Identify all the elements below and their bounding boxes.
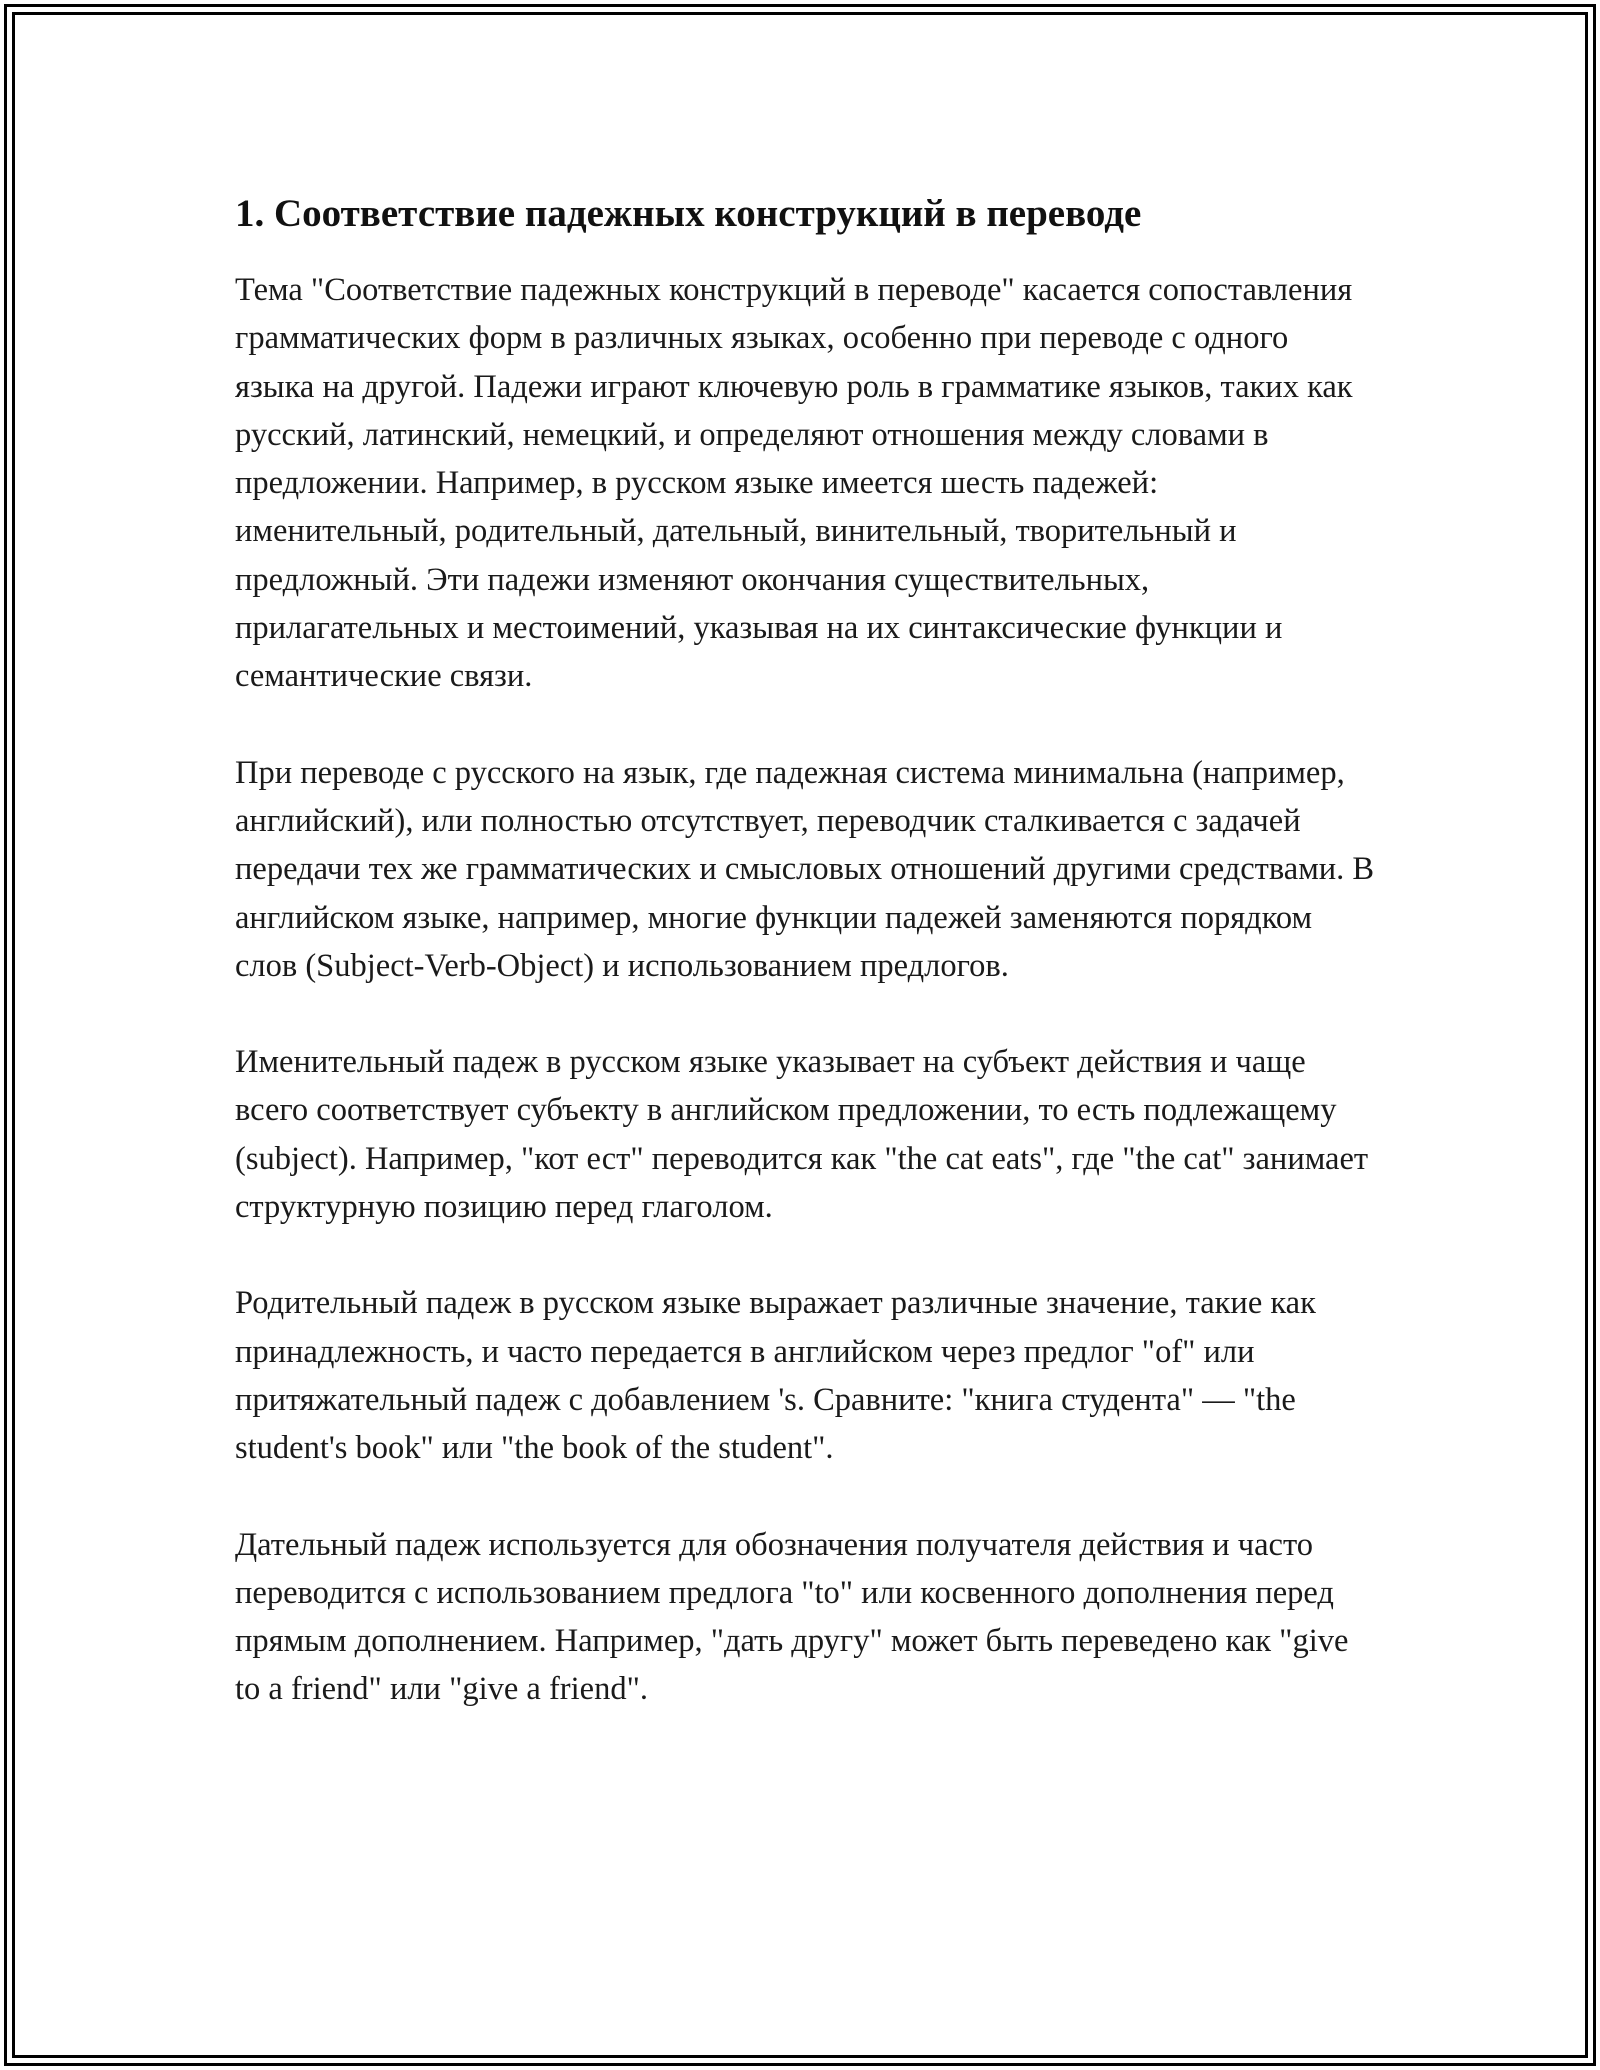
paragraph-dative-case: Дательный падеж используется для обозначения получателя действия и часто переводится с использованием предлога "to" или косвенного дополнения перед прямым дополнением. Например, "дать другу" может быть переведено как "give to a friend" или "give a friend". (235, 1526, 1349, 1708)
paragraph-nominative-case: Именительный падеж в русском языке указывает на субъект действия и чаще всего соответствует субъекту в английском предложении, то есть подлежащему (subject). Например, "кот ест" переводится как "the cat eats", где "the cat" занимает структурную позицию перед глаголом. (235, 1044, 1369, 1226)
paragraph-intro: Тема "Соответствие падежных конструкций в переводе" касается сопоставления грамматических форм в различных языках, особенно при переводе с одного языка на другой. Падежи играют ключевую роль в грамматике языков, таких как русский, латинский, немецкий, и определяют отношения между словами в предложении. Например, в русском языке имеется шесть падежей: именительный, родительный, дательный, винительный, творительный и предложный. Эти падежи изменяют окончания существительных, прилагательных и местоимений, указывая на их синтаксические функции и семантические связи. (235, 272, 1353, 695)
section-heading: 1. Соответствие падежных конструкций в переводе (235, 192, 1142, 235)
document-body (235, 188, 1375, 1762)
paragraph-translation-challenge: При переводе с русского на язык, где падежная система минимальна (например, английский), или полностью отсутствует, переводчик сталкивается с задачей передачи тех же грамматических и смысловых отношений другими средствами. В английском языке, например, многие функции падежей заменяются порядком слов (Subject-Verb-Object) и использованием предлогов. (235, 754, 1375, 984)
paragraph-genitive-case: Родительный падеж в русском языке выражает различные значение, такие как принадлежность, и часто передается в английском через предлог "of" или притяжательный падеж с добавлением 's. Сравните: "книга студента" — "the student's book" или "the book of the student". (235, 1285, 1316, 1467)
